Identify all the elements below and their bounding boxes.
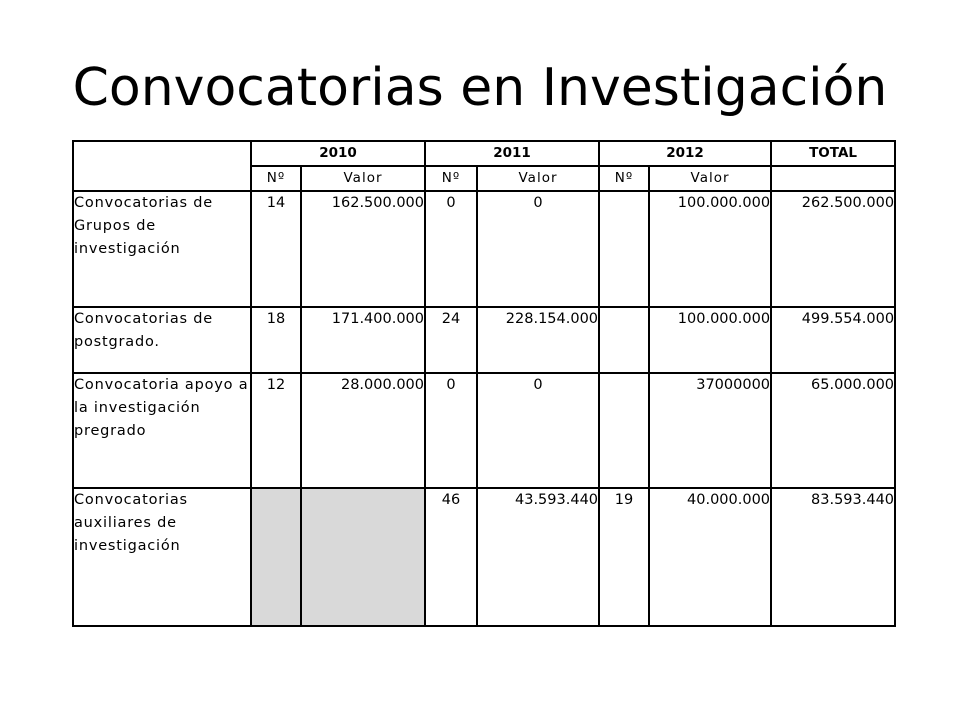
year-2011-header: 2011 [424,140,598,165]
value-2010: 28.000.000 [300,372,424,487]
total-value: 499.554.000 [770,306,896,372]
row-label: Convocatorias de postgrado. [72,306,250,372]
count-2010: 18 [250,306,300,372]
year-header-row [72,140,896,165]
value-2010: 171.400.000 [300,306,424,372]
table-row [72,190,896,306]
total-header: TOTAL [770,140,896,165]
total-value: 83.593.440 [770,487,896,627]
value-2012: 100.000.000 [648,306,770,372]
count-header-2011: Nº [424,165,476,190]
year-2010-header: 2010 [250,140,424,165]
count-2012 [598,372,648,487]
count-2010-shaded [250,487,300,627]
table-row [72,372,896,487]
table-row [72,487,896,627]
total-value: 65.000.000 [770,372,896,487]
total-subheader-empty [770,165,896,190]
count-2012 [598,306,648,372]
value-2011: 228.154.000 [476,306,598,372]
count-2010: 14 [250,190,300,306]
value-2010-shaded [300,487,424,627]
table-row [72,306,896,372]
count-2012 [598,190,648,306]
value-header-2010: Valor [300,165,424,190]
value-header-2011: Valor [476,165,598,190]
count-2011: 0 [424,372,476,487]
count-2012: 19 [598,487,648,627]
slide-title: Convocatorias en Investigación [72,58,888,118]
row-label: Convocatorias de Grupos de investigación [72,190,250,306]
value-2012: 37000000 [648,372,770,487]
count-header-2012: Nº [598,165,648,190]
count-2011: 46 [424,487,476,627]
count-2011: 24 [424,306,476,372]
value-2010: 162.500.000 [300,190,424,306]
year-2012-header: 2012 [598,140,770,165]
value-2012: 40.000.000 [648,487,770,627]
value-2011: 0 [476,372,598,487]
value-header-2012: Valor [648,165,770,190]
value-2011: 43.593.440 [476,487,598,627]
header-empty-cell [72,140,250,190]
count-header-2010: Nº [250,165,300,190]
total-value: 262.500.000 [770,190,896,306]
value-2012: 100.000.000 [648,190,770,306]
count-2010: 12 [250,372,300,487]
convocatorias-table [72,140,896,627]
count-2011: 0 [424,190,476,306]
value-2011: 0 [476,190,598,306]
row-label: Convocatorias auxiliares de investigación [72,487,250,627]
row-label: Convocatoria apoyo a la investigación pregrado [72,372,250,487]
